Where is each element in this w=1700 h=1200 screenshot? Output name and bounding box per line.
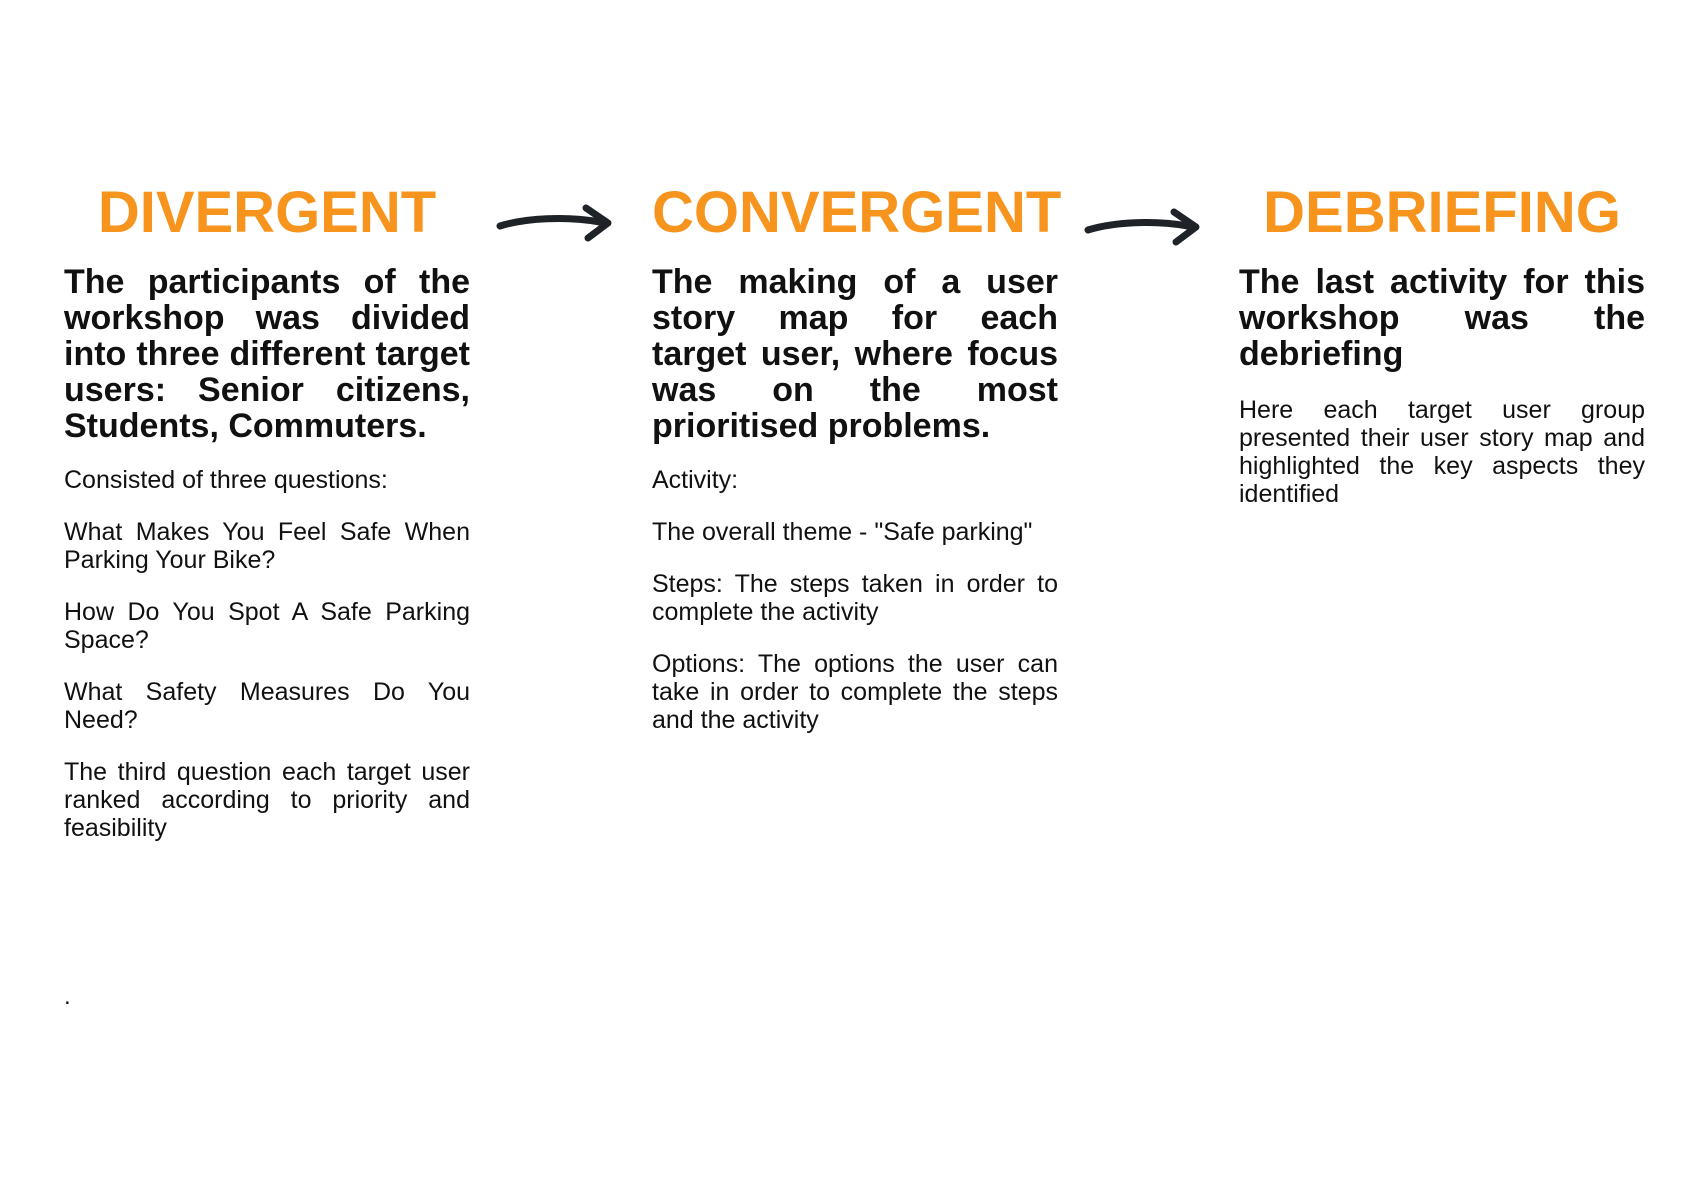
body-paragraph: What Makes You Feel Safe When Parking Your Bike? <box>64 518 470 574</box>
phase-title: CONVERGENT <box>652 180 1062 245</box>
body-paragraph: Steps: The steps taken in order to complete the activity <box>652 570 1058 626</box>
phase-title: DIVERGENT <box>97 180 437 245</box>
stray-mark: . <box>64 983 71 1010</box>
body-paragraph: Here each target user group presented their user story map and highlighted the key aspects they identified <box>1239 396 1645 508</box>
body-paragraph: Activity: <box>652 466 739 494</box>
arrow-right-icon <box>1084 206 1204 254</box>
arrow-right-icon <box>496 200 616 248</box>
body-paragraph: Options: The options the user can take in order to complete the steps and the activity <box>652 650 1058 734</box>
phase-body <box>64 466 470 842</box>
body-paragraph: What Safety Measures Do You Need? <box>64 678 470 734</box>
phase-body <box>1239 396 1645 508</box>
phase-heading: The making of a user story map for each target user, where focus was on the most prioritised problems. <box>652 263 1058 445</box>
body-paragraph: The third question each target user ranked according to priority and feasibility <box>64 758 470 842</box>
phase-convergent <box>652 180 1062 734</box>
body-paragraph: How Do You Spot A Safe Parking Space? <box>64 598 470 654</box>
phase-heading: The last activity for this workshop was the debriefing <box>1239 263 1645 373</box>
body-paragraph: The overall theme - "Safe parking" <box>652 518 1033 546</box>
phase-body <box>652 466 1058 734</box>
phase-title: DEBRIEFING <box>1263 180 1621 245</box>
phase-heading: The participants of the workshop was divided into three different target users: Senior citizens, Students, Commuters. <box>64 263 470 445</box>
phase-debriefing <box>1239 180 1645 508</box>
body-paragraph: Consisted of three questions: <box>64 466 388 494</box>
phase-divergent <box>64 180 470 842</box>
